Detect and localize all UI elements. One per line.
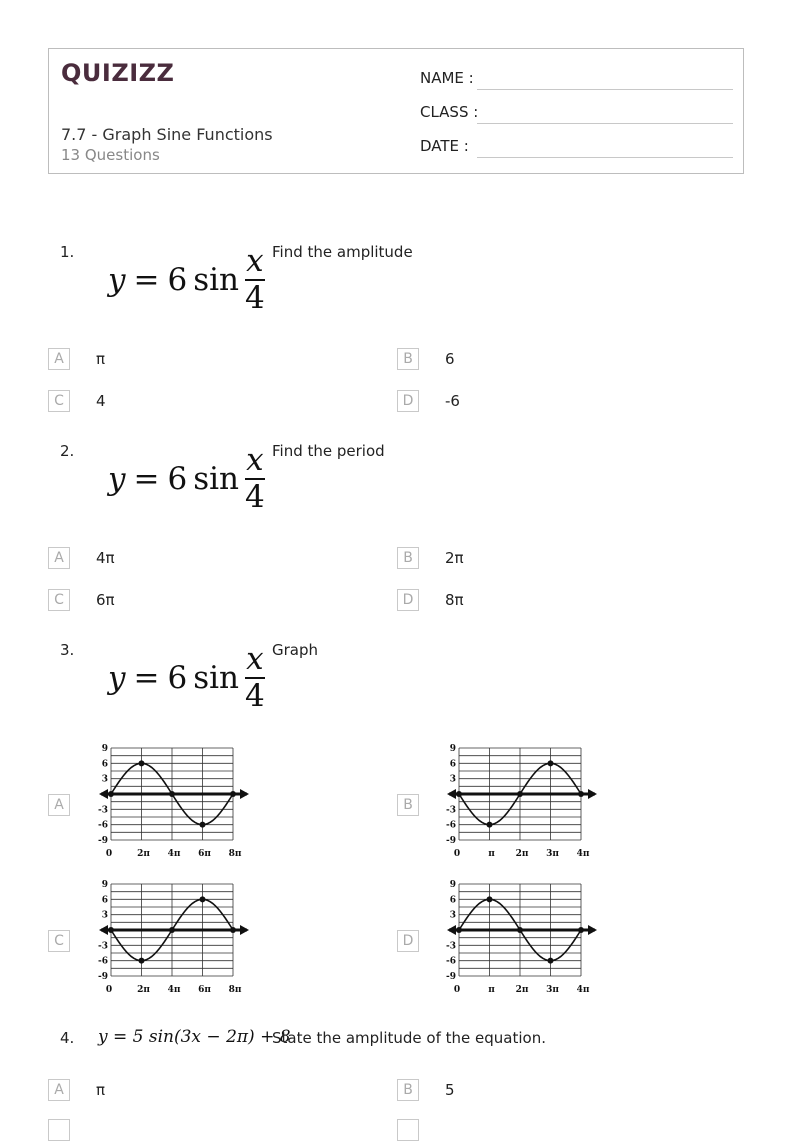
data-point [230, 927, 236, 933]
y-tick-label: -6 [446, 956, 456, 967]
y-tick-label: 9 [101, 880, 108, 890]
x-tick-label: 4π [576, 849, 590, 859]
option-d-box[interactable]: D [397, 930, 419, 952]
data-point [169, 927, 175, 933]
y-tick-label: -6 [98, 956, 108, 967]
right-arrow [588, 789, 597, 799]
question-prompt: Graph [272, 641, 319, 659]
y-tick-label: 3 [449, 774, 456, 785]
y-tick-label: -9 [98, 972, 108, 982]
question-prompt: State the amplitude of the equation. [272, 1029, 546, 1047]
data-point [139, 958, 145, 964]
y-tick-label: -9 [446, 836, 456, 846]
option-b-graph [443, 742, 603, 868]
data-point [108, 791, 114, 797]
option-c-box[interactable]: C [48, 930, 70, 952]
y-tick-label: -9 [98, 836, 108, 846]
x-tick-label: 3π [546, 849, 559, 859]
eq-denominator: 4 [245, 280, 265, 316]
y-tick-label: 9 [449, 880, 456, 890]
data-point [487, 822, 493, 828]
y-tick-label: 3 [101, 774, 108, 785]
option-a-box[interactable]: A [48, 1079, 70, 1101]
option-a-box[interactable]: A [48, 348, 70, 370]
eq-func: sin [193, 660, 240, 696]
x-tick-label: 3π [546, 985, 559, 995]
x-tick-label: 6π [198, 849, 211, 859]
worksheet-title: 7.7 - Graph Sine Functions [61, 125, 273, 144]
left-arrow [99, 789, 108, 799]
data-point [169, 791, 175, 797]
x-tick-label: 4π [167, 849, 181, 859]
y-tick-label: -6 [446, 820, 456, 831]
eq-coef: 6 [167, 461, 188, 497]
option-d-text: -6 [445, 392, 460, 410]
eq-fraction [245, 243, 265, 316]
question-equation [108, 243, 265, 316]
name-line[interactable] [477, 89, 733, 90]
data-point [487, 896, 493, 902]
eq-fraction [245, 442, 265, 515]
option-a-text: π [96, 350, 106, 368]
option-a-graph [95, 742, 255, 868]
x-tick-label: 4π [167, 985, 181, 995]
y-tick-label: -3 [98, 941, 108, 952]
eq-func: sin [193, 461, 240, 497]
eq-numerator: x [246, 243, 264, 279]
x-tick-label: 0 [453, 849, 461, 859]
data-point [456, 791, 462, 797]
data-point [548, 760, 554, 766]
option-a-text: π [96, 1081, 106, 1099]
x-tick-label: 2π [137, 849, 150, 859]
question-number: 3. [60, 641, 75, 659]
x-tick-label: 8π [228, 985, 242, 995]
question-equation [108, 641, 265, 714]
option-c-text: 6π [96, 591, 115, 609]
eq-numerator: x [246, 442, 264, 478]
option-d-box[interactable] [397, 1119, 419, 1141]
question-number: 4. [60, 1029, 75, 1047]
data-point [578, 927, 584, 933]
option-d-text: 8π [445, 591, 464, 609]
option-c-graph [95, 878, 255, 1004]
name-label: NAME : [420, 69, 474, 87]
date-line[interactable] [477, 157, 733, 158]
worksheet-header [48, 48, 744, 174]
quizizz-logo: QUIZIZZ [61, 59, 175, 87]
data-point [517, 791, 523, 797]
y-tick-label: -3 [446, 805, 456, 816]
data-point [517, 927, 523, 933]
eq-equals: = [133, 262, 160, 298]
question-equation [108, 442, 265, 515]
option-b-text: 5 [445, 1081, 455, 1099]
question-equation: y = 5 sin(3x − 2π) + 8 [98, 1027, 291, 1047]
x-tick-label: 2π [515, 849, 529, 859]
x-tick-label: 0 [105, 985, 113, 995]
eq-equals: = [133, 461, 160, 497]
right-arrow [240, 789, 249, 799]
left-arrow [447, 789, 456, 799]
option-b-box[interactable]: B [397, 1079, 419, 1101]
eq-lhs: y [108, 262, 126, 298]
data-point [139, 760, 145, 766]
data-point [200, 896, 206, 902]
y-tick-label: -3 [446, 941, 456, 952]
y-tick-label: 6 [449, 895, 456, 906]
eq-fraction [245, 641, 265, 714]
date-label: DATE : [420, 137, 469, 155]
option-c-box[interactable]: C [48, 589, 70, 611]
x-tick-label: π [488, 849, 495, 859]
y-tick-label: 6 [101, 895, 108, 906]
option-a-box[interactable]: A [48, 794, 70, 816]
option-a-box[interactable]: A [48, 547, 70, 569]
eq-coef: 6 [167, 262, 188, 298]
y-tick-label: 3 [449, 910, 456, 921]
option-c-box[interactable]: C [48, 390, 70, 412]
x-tick-label: 6π [198, 985, 211, 995]
y-tick-label: 6 [449, 759, 456, 770]
y-tick-label: 9 [101, 744, 108, 754]
x-tick-label: 2π [137, 985, 150, 995]
data-point [108, 927, 114, 933]
option-a-text: 4π [96, 549, 115, 567]
eq-lhs: y [108, 461, 126, 497]
option-b-text: 2π [445, 549, 464, 567]
y-tick-label: -9 [446, 972, 456, 982]
data-point [456, 927, 462, 933]
data-point [200, 822, 206, 828]
x-tick-label: 0 [105, 849, 113, 859]
eq-denominator: 4 [245, 479, 265, 515]
option-c-text: 4 [96, 392, 106, 410]
eq-denominator: 4 [245, 678, 265, 714]
right-arrow [240, 925, 249, 935]
eq-equals: = [133, 660, 160, 696]
x-tick-label: 2π [515, 985, 529, 995]
x-tick-label: π [488, 985, 495, 995]
y-tick-label: 3 [101, 910, 108, 921]
option-d-box[interactable]: D [397, 390, 419, 412]
x-tick-label: 4π [576, 985, 590, 995]
right-arrow [588, 925, 597, 935]
left-arrow [447, 925, 456, 935]
eq-coef: 6 [167, 660, 188, 696]
option-b-box[interactable]: B [397, 794, 419, 816]
data-point [578, 791, 584, 797]
question-prompt: Find the amplitude [272, 243, 413, 261]
y-tick-label: -3 [98, 805, 108, 816]
y-tick-label: 9 [449, 744, 456, 754]
eq-func: sin [193, 262, 240, 298]
question-prompt: Find the period [272, 442, 385, 460]
option-b-box[interactable]: B [397, 547, 419, 569]
data-point [230, 791, 236, 797]
class-label: CLASS : [420, 103, 479, 121]
y-tick-label: 6 [101, 759, 108, 770]
option-d-graph [443, 878, 603, 1004]
question-count: 13 Questions [61, 146, 160, 164]
y-tick-label: -6 [98, 820, 108, 831]
x-tick-label: 0 [453, 985, 461, 995]
eq-lhs: y [108, 660, 126, 696]
data-point [548, 958, 554, 964]
eq-numerator: x [246, 641, 264, 677]
x-tick-label: 8π [228, 849, 242, 859]
option-b-box[interactable]: B [397, 348, 419, 370]
option-d-box[interactable]: D [397, 589, 419, 611]
option-b-text: 6 [445, 350, 455, 368]
left-arrow [99, 925, 108, 935]
option-c-box[interactable] [48, 1119, 70, 1141]
question-number: 1. [60, 243, 75, 261]
question-number: 2. [60, 442, 75, 460]
class-line[interactable] [477, 123, 733, 124]
